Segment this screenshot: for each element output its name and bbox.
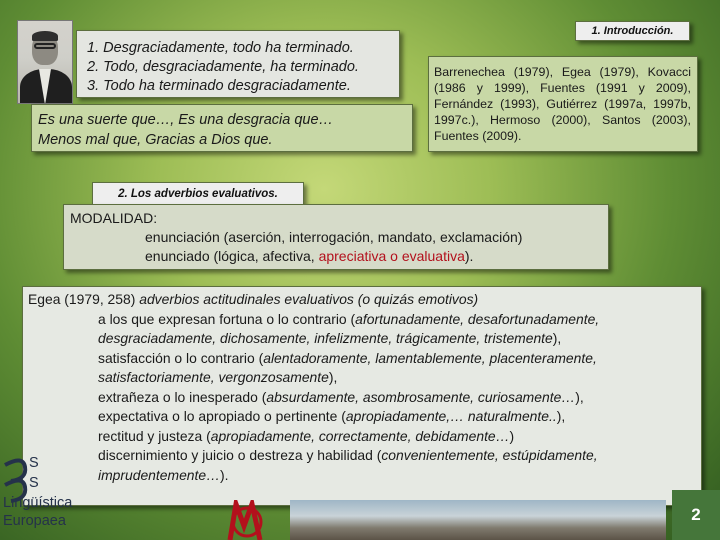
example-sentence: 2. Todo, desgraciadamente, ha terminado. [87, 59, 359, 75]
modalidad-box [63, 204, 609, 270]
egea-item: satisfacción o lo contrario (alentadoramente, lamentablemente, placenteramente, satisfactoriamente, vergonzosamente), [98, 349, 597, 385]
enunciado-line: enunciado (lógica, afectiva, apreciativa o evaluativa). [145, 248, 474, 264]
egea-item: expectativa o lo apropiado o pertinente (apropiadamente,… naturalmente..), [98, 408, 566, 424]
egea-item: a los que expresan fortuna o lo contrario (afortunadamente, desafortunadamente, desgraciadamente, dichosamente, infelizmente, trágicamente, tristemente), [98, 310, 600, 346]
enunciacion-line: enunciación (aserción, interrogación, mandato, exclamación) [145, 229, 523, 245]
university-logo [222, 500, 272, 540]
egea-item: rectitud y justeza (apropiadamente, correctamente, debidamente…) [98, 427, 515, 444]
modalidad-label: MODALIDAD: [70, 210, 158, 226]
example-sentence: 1. Desgraciadamente, todo ha terminado. [87, 40, 354, 56]
author-photo [17, 20, 73, 104]
references-box: Barrenechea (1979), Egea (1979), Kovacci (1986 y 1999), Fuentes (1991 y 2009), Fernández (1993), Gutiérrez (1997a, 1997b, 1997c.), Hermoso (2000), Santos (2003), Fuentes (2009). [428, 56, 698, 152]
university-emblem-icon [222, 500, 272, 540]
expression-line: Es una suerte que…, Es una desgracia que… [38, 112, 334, 128]
slide-number: 2 [672, 490, 720, 540]
example-sentence: 3. Todo ha terminado desgraciadamente. [87, 78, 351, 94]
societas-logo [3, 455, 73, 537]
expressions-box [31, 104, 413, 152]
logo-letter: S [29, 475, 39, 491]
city-photo [290, 500, 666, 540]
highlight-evaluativa: apreciativa o evaluativa [318, 248, 465, 264]
logo-word: Europaea [3, 513, 66, 529]
intro-section-title: 1. Introducción. [575, 21, 690, 41]
adverbs-section-title: 2. Los adverbios evaluativos. [92, 182, 304, 205]
example-sentences-box [76, 30, 400, 98]
egea-classification-box [22, 286, 702, 506]
expression-line: Menos mal que, Gracias a Dios que. [38, 132, 273, 148]
logo-letter: S [29, 455, 39, 471]
logo-word: Lingüística [3, 495, 73, 511]
egea-heading: Egea (1979, 258) adverbios actitudinales evaluativos (o quizás emotivos) [28, 291, 479, 307]
egea-item: extrañeza o lo inesperado (absurdamente, asombrosamente, curiosamente…), [98, 388, 584, 405]
egea-item: discernimiento y juicio o destreza y habilidad (convenientemente, estúpidamente, imprudentemente…). [98, 447, 598, 483]
